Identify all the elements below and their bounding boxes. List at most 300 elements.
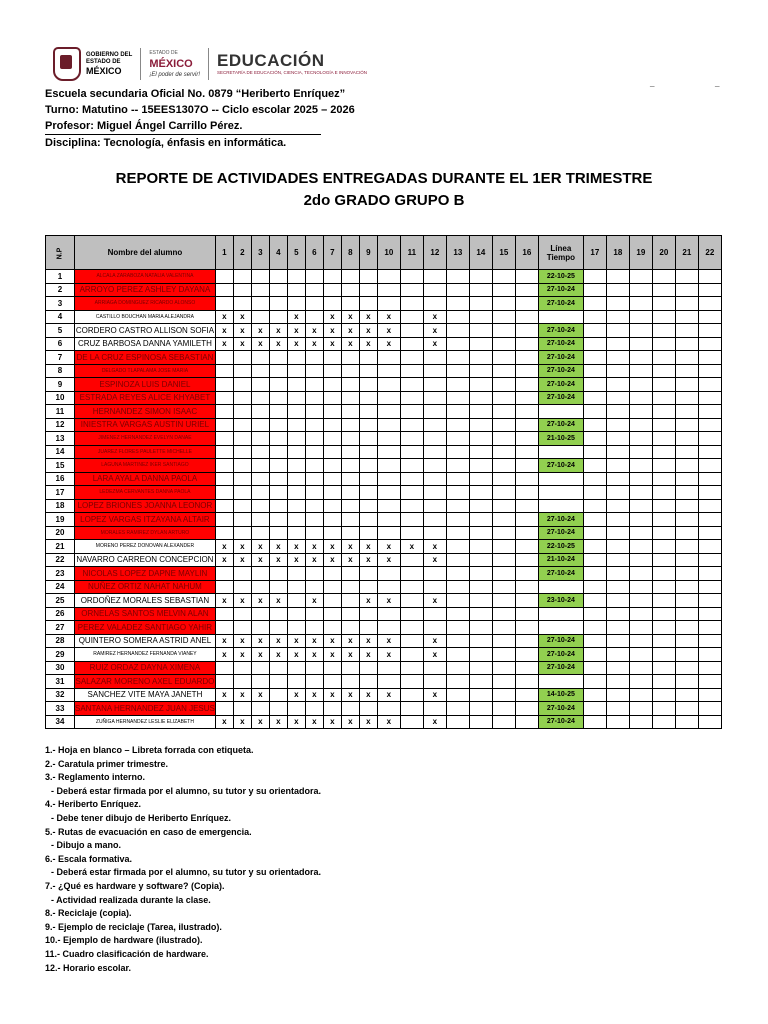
activity-cell-18 <box>606 607 629 621</box>
legend-item: 11.- Cuadro clasificación de hardware. <box>45 948 209 959</box>
activity-cell-19 <box>629 567 652 581</box>
activity-cell-19 <box>629 661 652 675</box>
activity-cell-22 <box>698 607 721 621</box>
row-number: 28 <box>46 634 75 648</box>
activity-cell-17 <box>583 580 606 594</box>
activity-cell-1 <box>215 661 233 675</box>
student-name: NUÑEZ ORTIZ NAHAT NAHUM <box>75 580 216 594</box>
educacion-title: EDUCACIÓN <box>217 51 325 70</box>
activity-cell-17 <box>583 594 606 608</box>
activity-cell-10 <box>377 378 400 392</box>
activity-cell-8 <box>341 378 359 392</box>
activity-cell-14 <box>469 472 492 486</box>
activity-cell-6 <box>305 621 323 635</box>
activity-cell-2: x <box>233 324 251 338</box>
activity-cell-12 <box>423 621 446 635</box>
activity-cell-20 <box>652 324 675 338</box>
activity-cell-15 <box>492 283 515 297</box>
np-header: N.P <box>46 236 75 270</box>
activity-cell-11 <box>400 486 423 500</box>
activity-cell-12: x <box>423 324 446 338</box>
legend-item: 7.- ¿Qué es hardware y software? (Copia). <box>45 880 225 891</box>
activity-cell-13 <box>446 324 469 338</box>
activity-cell-6 <box>305 567 323 581</box>
activity-cell-13 <box>446 648 469 662</box>
student-name: LOPEZ VARGAS ITZAYANA ALTAIR <box>75 513 216 527</box>
activity-cell-18 <box>606 675 629 689</box>
legend-subitem: - Deberá estar firmada por el alumno, su tutor y su orientadora. <box>51 785 322 796</box>
activity-cell-14 <box>469 310 492 324</box>
activity-cell-20 <box>652 607 675 621</box>
activity-cell-18 <box>606 486 629 500</box>
linea-tiempo-cell: 27-10-24 <box>538 391 583 405</box>
activity-cell-13 <box>446 661 469 675</box>
activity-cell-15 <box>492 499 515 513</box>
activity-cell-14 <box>469 553 492 567</box>
activity-cell-19 <box>629 364 652 378</box>
activity-cell-6 <box>305 310 323 324</box>
activity-cell-9: x <box>359 324 377 338</box>
activity-cell-3 <box>251 270 269 284</box>
activity-cell-5 <box>287 283 305 297</box>
activity-cell-4 <box>269 499 287 513</box>
activity-cell-9 <box>359 580 377 594</box>
activity-cell-2 <box>233 297 251 311</box>
activity-cell-6 <box>305 675 323 689</box>
activity-cell-15 <box>492 459 515 473</box>
activity-cell-10: x <box>377 553 400 567</box>
activity-cell-11 <box>400 675 423 689</box>
activity-cell-6 <box>305 351 323 365</box>
row-number: 15 <box>46 459 75 473</box>
activity-cell-21 <box>675 621 698 635</box>
student-name: SANCHEZ VITE MAYA JANETH <box>75 688 216 702</box>
activity-cell-12 <box>423 283 446 297</box>
activity-cell-17 <box>583 567 606 581</box>
col-header-19: 19 <box>629 236 652 270</box>
activity-cell-1 <box>215 378 233 392</box>
activity-cell-7: x <box>323 648 341 662</box>
activity-cell-6 <box>305 459 323 473</box>
activity-cell-16 <box>515 378 538 392</box>
activity-cell-14 <box>469 459 492 473</box>
activity-cell-3 <box>251 283 269 297</box>
activity-cell-13 <box>446 283 469 297</box>
activity-cell-18 <box>606 297 629 311</box>
linea-tiempo-cell: 27-10-24 <box>538 648 583 662</box>
student-name: ORDOÑEZ MORALES SEBASTIAN <box>75 594 216 608</box>
table-row <box>46 513 722 527</box>
activity-cell-5: x <box>287 337 305 351</box>
activity-cell-10 <box>377 526 400 540</box>
activity-cell-14 <box>469 688 492 702</box>
activity-cell-1 <box>215 499 233 513</box>
report-subtitle: 2do GRADO GRUPO B <box>303 192 465 209</box>
activity-cell-2 <box>233 283 251 297</box>
activity-cell-12 <box>423 499 446 513</box>
header-dash-right: _ <box>715 78 720 87</box>
activity-cell-7 <box>323 459 341 473</box>
activity-cell-19 <box>629 472 652 486</box>
activity-cell-7 <box>323 472 341 486</box>
activity-cell-22 <box>698 472 721 486</box>
activity-cell-2 <box>233 607 251 621</box>
activity-cell-5 <box>287 499 305 513</box>
table-row <box>46 688 722 702</box>
activity-cell-20 <box>652 648 675 662</box>
activity-cell-1 <box>215 418 233 432</box>
activity-cell-9 <box>359 418 377 432</box>
activity-cell-5: x <box>287 648 305 662</box>
activity-cell-18 <box>606 648 629 662</box>
col-header-1: 1 <box>215 236 233 270</box>
activity-cell-10 <box>377 702 400 716</box>
activity-cell-1: x <box>215 715 233 729</box>
activity-cell-18 <box>606 418 629 432</box>
activity-cell-8 <box>341 499 359 513</box>
activity-cell-20 <box>652 580 675 594</box>
activity-cell-8: x <box>341 553 359 567</box>
activity-cell-19 <box>629 688 652 702</box>
activity-cell-1 <box>215 675 233 689</box>
col-header-12: 12 <box>423 236 446 270</box>
activity-cell-6 <box>305 661 323 675</box>
activity-cell-5 <box>287 418 305 432</box>
activity-cell-17 <box>583 472 606 486</box>
activity-cell-4: x <box>269 634 287 648</box>
activity-cell-6 <box>305 607 323 621</box>
activity-cell-12 <box>423 297 446 311</box>
activity-cell-11 <box>400 526 423 540</box>
activity-cell-19 <box>629 621 652 635</box>
gob-state-text: ESTADO DE <box>86 59 121 65</box>
activity-cell-1 <box>215 580 233 594</box>
activity-cell-10: x <box>377 310 400 324</box>
row-number: 32 <box>46 688 75 702</box>
activity-cell-20 <box>652 634 675 648</box>
activity-cell-13 <box>446 702 469 716</box>
activity-cell-21 <box>675 472 698 486</box>
activity-cell-14 <box>469 675 492 689</box>
activity-cell-3: x <box>251 715 269 729</box>
student-name: ESPINOZA LUIS DANIEL <box>75 378 216 392</box>
table-row <box>46 594 722 608</box>
activity-cell-10 <box>377 364 400 378</box>
legend-item: 1.- Hoja en blanco – Libreta forrada con etiqueta. <box>45 745 254 755</box>
row-number: 9 <box>46 378 75 392</box>
activity-cell-12: x <box>423 648 446 662</box>
activity-cell-9 <box>359 459 377 473</box>
activity-cell-7: x <box>323 310 341 324</box>
activity-cell-13 <box>446 445 469 459</box>
activity-cell-1 <box>215 270 233 284</box>
activity-cell-9 <box>359 607 377 621</box>
activity-cell-3 <box>251 297 269 311</box>
activity-cell-9: x <box>359 310 377 324</box>
activity-cell-13 <box>446 499 469 513</box>
activity-cell-22 <box>698 310 721 324</box>
linea-tiempo-cell: 27-10-24 <box>538 351 583 365</box>
row-number: 11 <box>46 405 75 419</box>
activity-cell-19 <box>629 553 652 567</box>
activity-cell-8 <box>341 283 359 297</box>
activity-cell-16 <box>515 418 538 432</box>
activity-cell-1 <box>215 297 233 311</box>
activity-cell-3: x <box>251 337 269 351</box>
activity-cell-14 <box>469 580 492 594</box>
row-number: 21 <box>46 540 75 554</box>
activity-cell-9 <box>359 391 377 405</box>
activity-cell-5: x <box>287 715 305 729</box>
activity-cell-15 <box>492 702 515 716</box>
activity-cell-20 <box>652 621 675 635</box>
activity-cell-19 <box>629 378 652 392</box>
activity-cell-10: x <box>377 594 400 608</box>
activity-cell-3: x <box>251 688 269 702</box>
activity-cell-12 <box>423 661 446 675</box>
activity-cell-11 <box>400 513 423 527</box>
activity-cell-11 <box>400 594 423 608</box>
activity-cell-2: x <box>233 648 251 662</box>
activity-cell-16 <box>515 688 538 702</box>
activity-cell-16 <box>515 459 538 473</box>
activity-cell-8: x <box>341 648 359 662</box>
activity-cell-19 <box>629 702 652 716</box>
table-header-row <box>46 236 722 270</box>
activity-cell-8: x <box>341 310 359 324</box>
activity-cell-19 <box>629 418 652 432</box>
activity-cell-6: x <box>305 337 323 351</box>
activity-cell-10 <box>377 445 400 459</box>
activity-cell-8 <box>341 297 359 311</box>
activity-cell-3 <box>251 445 269 459</box>
activity-cell-8 <box>341 594 359 608</box>
activity-cell-20 <box>652 297 675 311</box>
activity-cell-13 <box>446 580 469 594</box>
activity-cell-18 <box>606 621 629 635</box>
activity-cell-8 <box>341 459 359 473</box>
activity-cell-12 <box>423 580 446 594</box>
activity-cell-18 <box>606 580 629 594</box>
gob-small-text: GOBIERNO DEL <box>86 52 133 58</box>
table-row <box>46 351 722 365</box>
activity-cell-1 <box>215 472 233 486</box>
activity-cell-2 <box>233 418 251 432</box>
activity-cell-6: x <box>305 715 323 729</box>
activity-cell-5 <box>287 391 305 405</box>
activity-cell-5: x <box>287 553 305 567</box>
activity-cell-16 <box>515 297 538 311</box>
student-name: RAMIREZ HERNANDEZ FERNANDA VIANEY <box>75 648 216 662</box>
activity-cell-9: x <box>359 715 377 729</box>
activity-cell-11 <box>400 337 423 351</box>
activity-cell-9 <box>359 445 377 459</box>
activity-cell-2 <box>233 526 251 540</box>
row-number: 2 <box>46 283 75 297</box>
legend-item: 10.- Ejemplo de hardware (ilustrado). <box>45 935 203 946</box>
activity-cell-20 <box>652 688 675 702</box>
row-number: 8 <box>46 364 75 378</box>
activity-cell-18 <box>606 337 629 351</box>
activity-cell-5: x <box>287 324 305 338</box>
table-row <box>46 634 722 648</box>
activity-cell-15 <box>492 621 515 635</box>
linea-tiempo-cell: 22-10-25 <box>538 270 583 284</box>
activity-cell-4: x <box>269 324 287 338</box>
linea-tiempo-cell: 23-10-24 <box>538 594 583 608</box>
activity-cell-2: x <box>233 715 251 729</box>
activity-cell-22 <box>698 526 721 540</box>
activity-cell-15 <box>492 661 515 675</box>
activity-cell-1 <box>215 513 233 527</box>
activity-cell-16 <box>515 445 538 459</box>
linea-tiempo-cell: 27-10-24 <box>538 661 583 675</box>
activity-cell-22 <box>698 661 721 675</box>
activity-cell-9 <box>359 378 377 392</box>
edomex-name: MÉXICO <box>149 57 193 70</box>
activity-cell-7: x <box>323 540 341 554</box>
activity-cell-5: x <box>287 310 305 324</box>
activity-cell-3 <box>251 351 269 365</box>
activity-cell-10 <box>377 418 400 432</box>
student-name: SALAZAR MORENO AXEL EDUARDO <box>75 675 216 689</box>
activity-cell-22 <box>698 351 721 365</box>
activity-cell-7 <box>323 702 341 716</box>
activity-cell-9: x <box>359 553 377 567</box>
activity-cell-21 <box>675 432 698 446</box>
activity-cell-19 <box>629 580 652 594</box>
student-name: RUIZ ORDAZ DAYNA XIMENA <box>75 661 216 675</box>
linea-tiempo-cell: 27-10-24 <box>538 513 583 527</box>
activity-cell-7 <box>323 594 341 608</box>
activity-cell-14 <box>469 378 492 392</box>
activity-cell-22 <box>698 702 721 716</box>
table-row <box>46 283 722 297</box>
activity-cell-22 <box>698 621 721 635</box>
linea-tiempo-cell <box>538 675 583 689</box>
activity-cell-21 <box>675 337 698 351</box>
activity-cell-12: x <box>423 540 446 554</box>
student-name: NICOLAS LOPEZ DAPNE MAYLIN <box>75 567 216 581</box>
activity-cell-22 <box>698 594 721 608</box>
activity-cell-4 <box>269 270 287 284</box>
profesor-line: Profesor: Miguel Ángel Carrillo Pérez. <box>45 118 321 135</box>
col-header-5: 5 <box>287 236 305 270</box>
activity-cell-10 <box>377 675 400 689</box>
linea-tiempo-cell: 21-10-25 <box>538 432 583 446</box>
activity-cell-3 <box>251 513 269 527</box>
activity-cell-6: x <box>305 553 323 567</box>
activity-cell-17 <box>583 445 606 459</box>
activity-cell-22 <box>698 270 721 284</box>
row-number: 12 <box>46 418 75 432</box>
student-name: HERNANDEZ SIMON ISAAC <box>75 405 216 419</box>
activity-cell-4 <box>269 432 287 446</box>
col-header-13: 13 <box>446 236 469 270</box>
activity-cell-3 <box>251 661 269 675</box>
activity-cell-12 <box>423 459 446 473</box>
student-name: JUAREZ FLORES PAULETTE MICHELLE <box>75 445 216 459</box>
activity-cell-22 <box>698 337 721 351</box>
activity-cell-8 <box>341 675 359 689</box>
activity-cell-11 <box>400 391 423 405</box>
linea-tiempo-cell: 27-10-24 <box>538 567 583 581</box>
table-row <box>46 648 722 662</box>
activity-cell-14 <box>469 661 492 675</box>
activity-cell-22 <box>698 486 721 500</box>
activity-cell-9 <box>359 661 377 675</box>
activity-cell-8 <box>341 364 359 378</box>
activity-cell-15 <box>492 405 515 419</box>
activity-cell-11 <box>400 553 423 567</box>
activity-cell-10 <box>377 459 400 473</box>
activity-cell-21 <box>675 580 698 594</box>
activity-cell-16 <box>515 486 538 500</box>
activity-cell-19 <box>629 607 652 621</box>
activity-cell-17 <box>583 418 606 432</box>
activity-cell-18 <box>606 432 629 446</box>
activity-cell-12 <box>423 418 446 432</box>
activity-cell-16 <box>515 580 538 594</box>
activity-cell-15 <box>492 513 515 527</box>
col-header-3: 3 <box>251 236 269 270</box>
activity-cell-11 <box>400 459 423 473</box>
activity-cell-1 <box>215 283 233 297</box>
activity-cell-21 <box>675 634 698 648</box>
table-row <box>46 702 722 716</box>
activity-cell-6 <box>305 472 323 486</box>
activity-cell-9 <box>359 675 377 689</box>
activity-cell-21 <box>675 526 698 540</box>
activity-cell-8 <box>341 526 359 540</box>
activity-cell-22 <box>698 540 721 554</box>
table-row <box>46 445 722 459</box>
activity-cell-21 <box>675 715 698 729</box>
activity-cell-21 <box>675 445 698 459</box>
activity-cell-3: x <box>251 648 269 662</box>
activity-cell-22 <box>698 688 721 702</box>
activity-cell-8 <box>341 607 359 621</box>
table-row <box>46 297 722 311</box>
activity-cell-19 <box>629 297 652 311</box>
activity-cell-11 <box>400 607 423 621</box>
activity-cell-22 <box>698 364 721 378</box>
table-row <box>46 472 722 486</box>
activity-cell-16 <box>515 364 538 378</box>
activity-cell-8 <box>341 391 359 405</box>
table-row <box>46 364 722 378</box>
student-name: ESTRADA REYES ALICE KHYABET <box>75 391 216 405</box>
activity-cell-18 <box>606 472 629 486</box>
activity-cell-8: x <box>341 337 359 351</box>
activity-cell-22 <box>698 378 721 392</box>
activity-cell-12 <box>423 513 446 527</box>
activity-cell-4: x <box>269 540 287 554</box>
activity-cell-15 <box>492 580 515 594</box>
activity-cell-8 <box>341 567 359 581</box>
activity-cell-17 <box>583 378 606 392</box>
linea-tiempo-cell <box>538 607 583 621</box>
activity-cell-19 <box>629 540 652 554</box>
activity-cell-10 <box>377 513 400 527</box>
activity-cell-8 <box>341 432 359 446</box>
activity-cell-18 <box>606 702 629 716</box>
activity-cell-17 <box>583 648 606 662</box>
activity-cell-7 <box>323 607 341 621</box>
activity-cell-15 <box>492 688 515 702</box>
activity-cell-11 <box>400 634 423 648</box>
activity-cell-21 <box>675 283 698 297</box>
